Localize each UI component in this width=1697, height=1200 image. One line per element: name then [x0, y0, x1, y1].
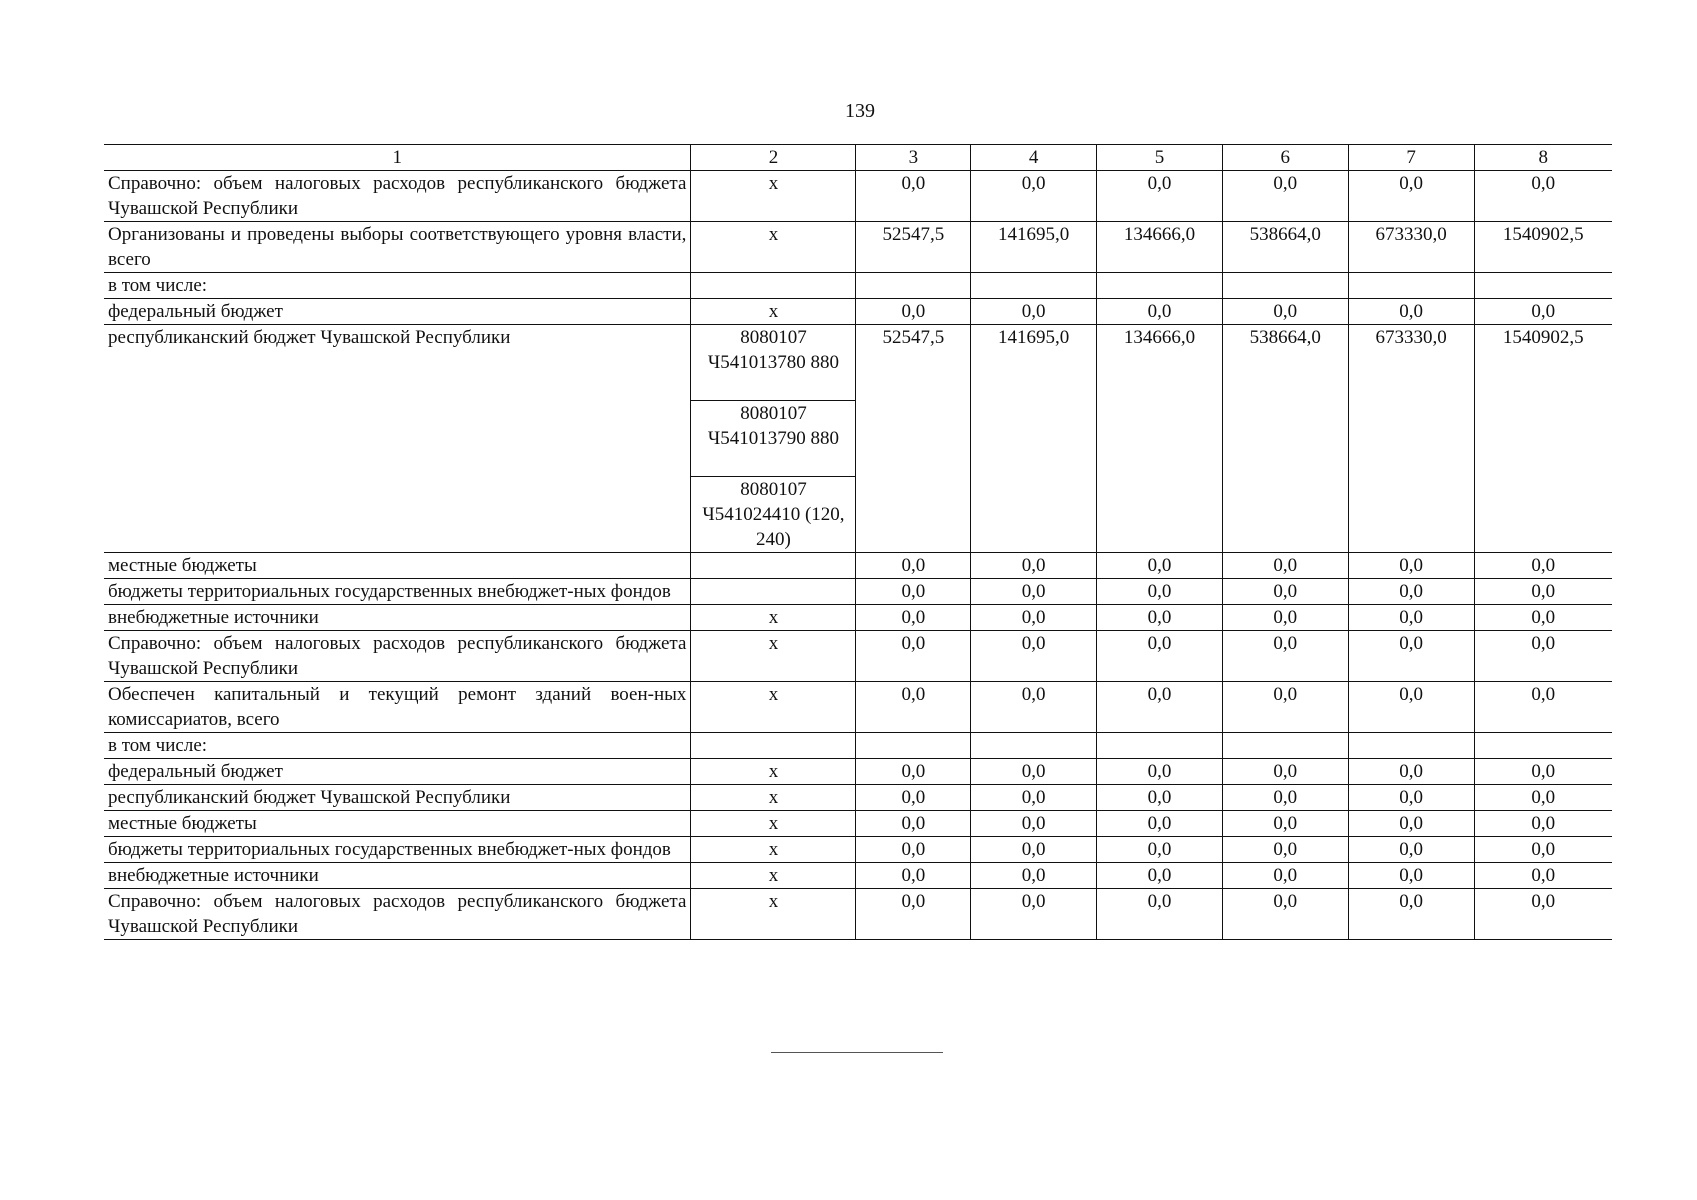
- table-row: [104, 733, 1612, 759]
- value-cell: 141695,0: [971, 325, 1097, 553]
- row-code: х: [691, 863, 856, 889]
- table-row: [104, 553, 1612, 579]
- value-cell: 538664,0: [1222, 325, 1348, 553]
- value-cell: 0,0: [971, 785, 1097, 811]
- value-cell: 0,0: [1097, 811, 1223, 837]
- value-cell: 0,0: [971, 682, 1097, 733]
- row-label: Справочно: объем налоговых расходов республиканского бюджета Чувашской Республики: [104, 889, 691, 940]
- table-row: [104, 889, 1612, 940]
- value-cell: 0,0: [1097, 631, 1223, 682]
- value-cell: [971, 273, 1097, 299]
- value-cell: 0,0: [1222, 863, 1348, 889]
- header-cell: 7: [1348, 145, 1474, 171]
- value-cell: 0,0: [1097, 579, 1223, 605]
- value-cell: 0,0: [1348, 837, 1474, 863]
- value-cell: 0,0: [1348, 759, 1474, 785]
- value-cell: 0,0: [1222, 889, 1348, 940]
- value-cell: 0,0: [1222, 811, 1348, 837]
- value-cell: 141695,0: [971, 222, 1097, 273]
- value-cell: 0,0: [1474, 759, 1612, 785]
- table-row: [104, 759, 1612, 785]
- value-cell: 0,0: [1474, 553, 1612, 579]
- value-cell: 0,0: [1222, 785, 1348, 811]
- value-cell: 0,0: [1222, 682, 1348, 733]
- value-cell: 0,0: [1348, 631, 1474, 682]
- header-cell: 5: [1097, 145, 1223, 171]
- value-cell: 0,0: [971, 605, 1097, 631]
- value-cell: 0,0: [856, 605, 971, 631]
- value-cell: 0,0: [1348, 682, 1474, 733]
- value-cell: 0,0: [971, 863, 1097, 889]
- value-cell: 0,0: [1348, 889, 1474, 940]
- row-label: бюджеты территориальных государственных внебюджет-ных фондов: [104, 579, 691, 605]
- row-label: местные бюджеты: [104, 553, 691, 579]
- table-row: [104, 171, 1612, 222]
- closing-rule: [771, 1052, 943, 1053]
- value-cell: 0,0: [1222, 759, 1348, 785]
- value-cell: 0,0: [856, 579, 971, 605]
- row-label: Организованы и проведены выборы соответствующего уровня власти, всего: [104, 222, 691, 273]
- header-cell: 3: [856, 145, 971, 171]
- value-cell: [1222, 733, 1348, 759]
- table-row: [104, 222, 1612, 273]
- row-label: федеральный бюджет: [104, 299, 691, 325]
- value-cell: 0,0: [1474, 171, 1612, 222]
- value-cell: 134666,0: [1097, 222, 1223, 273]
- table-row: [104, 579, 1612, 605]
- value-cell: 0,0: [1474, 811, 1612, 837]
- table-row: [104, 837, 1612, 863]
- value-cell: 0,0: [971, 171, 1097, 222]
- row-code: [691, 553, 856, 579]
- header-cell: 1: [104, 145, 691, 171]
- value-cell: 0,0: [1097, 889, 1223, 940]
- value-cell: 0,0: [1348, 785, 1474, 811]
- value-cell: 0,0: [1097, 171, 1223, 222]
- header-cell: 4: [971, 145, 1097, 171]
- table-row: [104, 273, 1612, 299]
- value-cell: [1474, 273, 1612, 299]
- row-label: Обеспечен капитальный и текущий ремонт зданий воен-ных комиссариатов, всего: [104, 682, 691, 733]
- row-code: [691, 579, 856, 605]
- value-cell: 0,0: [971, 837, 1097, 863]
- value-cell: 134666,0: [1097, 325, 1223, 553]
- value-cell: 0,0: [1474, 579, 1612, 605]
- value-cell: 0,0: [1097, 785, 1223, 811]
- row-code: х: [691, 837, 856, 863]
- value-cell: 0,0: [856, 299, 971, 325]
- value-cell: 0,0: [1348, 579, 1474, 605]
- value-cell: 0,0: [1222, 299, 1348, 325]
- value-cell: 0,0: [1474, 605, 1612, 631]
- row-code: [691, 733, 856, 759]
- table-row: [104, 811, 1612, 837]
- row-code: х: [691, 785, 856, 811]
- row-code: х: [691, 759, 856, 785]
- value-cell: 0,0: [1097, 837, 1223, 863]
- value-cell: 0,0: [1222, 553, 1348, 579]
- value-cell: 0,0: [856, 863, 971, 889]
- table-row: [104, 682, 1612, 733]
- row-label: в том числе:: [104, 733, 691, 759]
- header-cell: 8: [1474, 145, 1612, 171]
- row-code: [691, 273, 856, 299]
- value-cell: [1348, 273, 1474, 299]
- value-cell: 0,0: [971, 579, 1097, 605]
- header-cell: 2: [691, 145, 856, 171]
- row-code: 8080107 Ч541013780 880: [691, 325, 856, 401]
- row-code: х: [691, 299, 856, 325]
- value-cell: 0,0: [856, 631, 971, 682]
- budget-table: [104, 144, 1612, 940]
- value-cell: 673330,0: [1348, 325, 1474, 553]
- value-cell: 0,0: [856, 171, 971, 222]
- value-cell: [1222, 273, 1348, 299]
- value-cell: 0,0: [1097, 759, 1223, 785]
- row-label: Справочно: объем налоговых расходов республиканского бюджета Чувашской Республики: [104, 171, 691, 222]
- row-label: республиканский бюджет Чувашской Республики: [104, 785, 691, 811]
- value-cell: 0,0: [856, 785, 971, 811]
- row-label: местные бюджеты: [104, 811, 691, 837]
- value-cell: 538664,0: [1222, 222, 1348, 273]
- row-code: х: [691, 631, 856, 682]
- value-cell: 0,0: [1222, 605, 1348, 631]
- value-cell: 0,0: [971, 299, 1097, 325]
- table-row: [104, 299, 1612, 325]
- table-row: [104, 605, 1612, 631]
- value-cell: 0,0: [856, 837, 971, 863]
- row-code: х: [691, 222, 856, 273]
- value-cell: 0,0: [971, 889, 1097, 940]
- value-cell: 1540902,5: [1474, 222, 1612, 273]
- table-row: [104, 785, 1612, 811]
- value-cell: 0,0: [971, 759, 1097, 785]
- value-cell: 0,0: [1348, 299, 1474, 325]
- value-cell: 0,0: [856, 759, 971, 785]
- row-label: бюджеты территориальных государственных внебюджет-ных фондов: [104, 837, 691, 863]
- value-cell: 0,0: [856, 553, 971, 579]
- row-code: х: [691, 811, 856, 837]
- value-cell: 0,0: [1097, 553, 1223, 579]
- value-cell: 0,0: [1222, 171, 1348, 222]
- value-cell: 0,0: [1348, 553, 1474, 579]
- value-cell: 0,0: [1474, 299, 1612, 325]
- row-code: х: [691, 171, 856, 222]
- row-code: х: [691, 682, 856, 733]
- page-number: 139: [845, 100, 875, 122]
- row-label: внебюджетные источники: [104, 605, 691, 631]
- value-cell: 0,0: [856, 682, 971, 733]
- row-code: х: [691, 889, 856, 940]
- value-cell: 0,0: [971, 631, 1097, 682]
- row-code: 8080107 Ч541024410 (120, 240): [691, 477, 856, 553]
- value-cell: 0,0: [1097, 863, 1223, 889]
- value-cell: 0,0: [1222, 837, 1348, 863]
- row-code: 8080107 Ч541013790 880: [691, 401, 856, 477]
- value-cell: [856, 273, 971, 299]
- value-cell: [856, 733, 971, 759]
- row-label: внебюджетные источники: [104, 863, 691, 889]
- value-cell: [1474, 733, 1612, 759]
- value-cell: 0,0: [1348, 605, 1474, 631]
- value-cell: [1097, 733, 1223, 759]
- value-cell: 0,0: [1474, 863, 1612, 889]
- header-row: [104, 145, 1612, 171]
- value-cell: 0,0: [1348, 171, 1474, 222]
- value-cell: 1540902,5: [1474, 325, 1612, 553]
- value-cell: 0,0: [1348, 811, 1474, 837]
- table-row: [104, 863, 1612, 889]
- value-cell: 673330,0: [1348, 222, 1474, 273]
- value-cell: [1097, 273, 1223, 299]
- value-cell: 0,0: [1097, 299, 1223, 325]
- value-cell: 0,0: [1097, 605, 1223, 631]
- value-cell: 0,0: [1474, 682, 1612, 733]
- value-cell: 52547,5: [856, 222, 971, 273]
- value-cell: 0,0: [1474, 631, 1612, 682]
- value-cell: 0,0: [1474, 785, 1612, 811]
- row-label: республиканский бюджет Чувашской Республики: [104, 325, 691, 553]
- value-cell: 52547,5: [856, 325, 971, 553]
- value-cell: 0,0: [1474, 889, 1612, 940]
- row-label: федеральный бюджет: [104, 759, 691, 785]
- value-cell: 0,0: [1348, 863, 1474, 889]
- value-cell: 0,0: [856, 811, 971, 837]
- table-row: [104, 325, 1612, 401]
- value-cell: 0,0: [1222, 579, 1348, 605]
- value-cell: 0,0: [971, 811, 1097, 837]
- row-code: х: [691, 605, 856, 631]
- table-row: [104, 631, 1612, 682]
- value-cell: [1348, 733, 1474, 759]
- value-cell: 0,0: [1474, 837, 1612, 863]
- value-cell: [971, 733, 1097, 759]
- value-cell: 0,0: [1222, 631, 1348, 682]
- header-cell: 6: [1222, 145, 1348, 171]
- row-label: Справочно: объем налоговых расходов республиканского бюджета Чувашской Республики: [104, 631, 691, 682]
- value-cell: 0,0: [1097, 682, 1223, 733]
- row-label: в том числе:: [104, 273, 691, 299]
- value-cell: 0,0: [971, 553, 1097, 579]
- value-cell: 0,0: [856, 889, 971, 940]
